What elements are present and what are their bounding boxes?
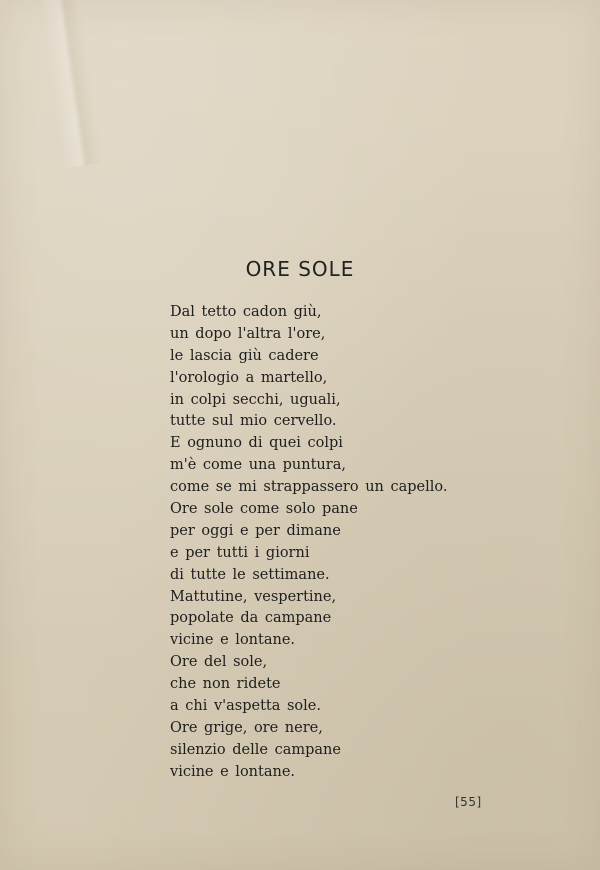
paper-crease bbox=[40, 0, 103, 168]
poem-line: Mattutine, vespertine, bbox=[170, 588, 337, 605]
poem-line: per oggi e per dimane bbox=[170, 522, 341, 539]
poem-line: silenzio delle campane bbox=[170, 741, 341, 758]
poem-line: l'orologio a martello, bbox=[170, 369, 328, 386]
poem-line: vicine e lontane. bbox=[170, 632, 296, 649]
poem-line: in colpi secchi, uguali, bbox=[170, 391, 341, 408]
poem-line: di tutte le settimane. bbox=[170, 566, 330, 583]
poem-line: m'è come una puntura, bbox=[170, 457, 346, 474]
poem-line: che non ridete bbox=[170, 676, 281, 693]
poem-line: vicine e lontane. bbox=[170, 763, 296, 780]
poem-line: Ore grige, ore nere, bbox=[170, 719, 323, 736]
poem-line: tutte sul mio cervello. bbox=[170, 413, 337, 430]
poem-line: Ore del sole, bbox=[170, 654, 268, 671]
poem-line: popolate da campane bbox=[170, 610, 332, 627]
poem-body bbox=[170, 302, 447, 784]
page-number: [55] bbox=[455, 795, 482, 809]
poem-title: ORE SOLE bbox=[245, 257, 355, 281]
poem-line: Ore sole come solo pane bbox=[170, 501, 358, 518]
poem-line: le lascia giù cadere bbox=[170, 347, 319, 364]
poem-line: un dopo l'altra l'ore, bbox=[170, 325, 326, 342]
poem-line: e per tutti i giorni bbox=[170, 544, 310, 561]
poem-line: Dal tetto cadon giù, bbox=[170, 304, 322, 320]
poem-line: E ognuno di quei colpi bbox=[170, 435, 343, 452]
poem-line: a chi v'aspetta sole. bbox=[170, 698, 321, 715]
poem-line: come se mi strappassero un capello. bbox=[170, 479, 448, 496]
